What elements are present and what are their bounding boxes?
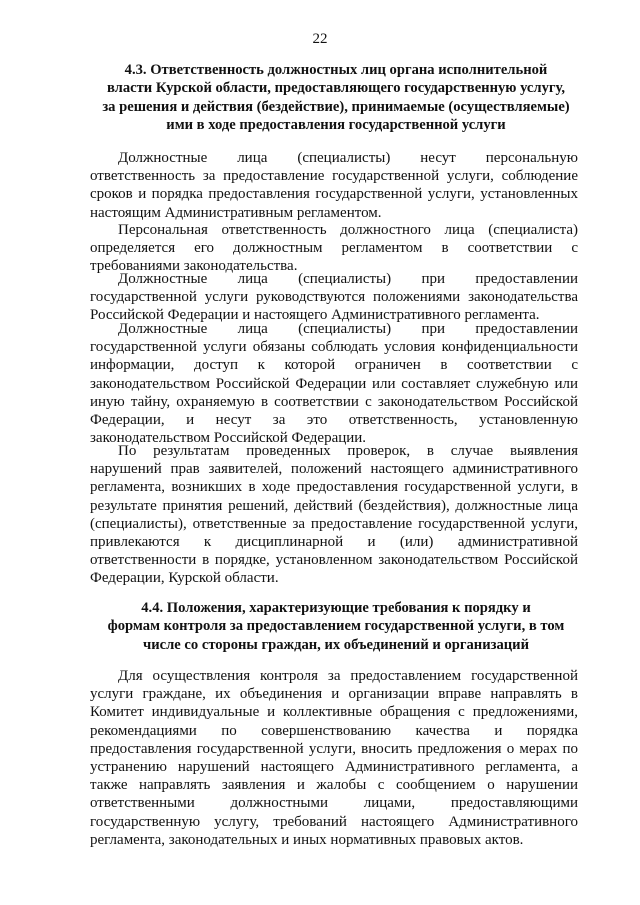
text-line: государственной услуги обязаны соблюдать условия конфиденциальности xyxy=(90,339,578,356)
text-line: государственной услуги руководствуются положениями законодательства xyxy=(90,289,578,306)
heading-line: ими в ходе предоставления государственной услуги xyxy=(166,117,506,134)
page-number: 22 xyxy=(312,31,328,47)
paragraph-4-3-3 xyxy=(90,270,578,325)
text-line: предоставления государственной услуги, вносить предложения о мерах по xyxy=(90,740,578,757)
section-4-4-heading xyxy=(88,599,584,654)
text-line: результате принятия решений, действий (бездействия), должностные лица xyxy=(90,497,578,514)
paragraph-4-3-5 xyxy=(90,442,578,588)
text-line: государственную услугу, требований настоящего Административного xyxy=(90,813,578,830)
paragraph-4-3-1 xyxy=(90,149,578,222)
section-4-3-heading xyxy=(88,61,584,135)
text-line: законодательством Российской Федерации. xyxy=(90,430,367,447)
text-line: иную тайну, охраняемую в соответствии с законодательством Российской xyxy=(90,393,578,410)
text-line: также направлять заявления и жалобы с сообщением о нарушении xyxy=(90,777,578,794)
text-line: Федерации, Курской области. xyxy=(90,570,279,587)
paragraph-4-3-2 xyxy=(90,221,578,276)
text-line: рекомендациями по совершенствованию качества и порядка xyxy=(90,722,578,739)
text-line: ответственность за предоставление государственной услуги, соблюдение xyxy=(90,168,578,185)
text-line: требованиями законодательства. xyxy=(90,258,298,275)
paragraph-4-4-1 xyxy=(90,667,578,849)
text-line: услуги граждане, их объединения и организации вправе направлять в xyxy=(90,686,578,703)
text-line: Федерации, и несут за это ответственность, установленную xyxy=(90,412,578,429)
text-line: ответственности в порядке, установленном законодательством Российской xyxy=(90,552,578,569)
text-line: привлекаются к дисциплинарной и (или) административной xyxy=(90,534,578,551)
text-line: По результатам проведенных проверок, в случае выявления xyxy=(118,443,578,459)
heading-line: 4.3. Ответственность должностных лиц органа исполнительной xyxy=(124,62,548,78)
heading-line: формам контроля за предоставлением государственной услуги, в том xyxy=(107,618,565,635)
text-line: ответственными должностными лицами, предоставляющими xyxy=(90,795,578,812)
text-line: Должностные лица (специалисты) при предоставлении xyxy=(118,271,578,287)
heading-line: числе со стороны граждан, их объединений и организаций xyxy=(142,636,529,653)
text-line: регламента, возникших в ходе предоставления государственной услуги, в xyxy=(90,479,578,496)
text-line: устранению нарушений настоящего Административного регламента, а xyxy=(90,759,578,776)
paragraph-4-3-4 xyxy=(90,320,578,447)
text-line: Российской Федерации и настоящего Административного регламента. xyxy=(90,307,540,324)
heading-line: власти Курской области, предоставляющего государственную услугу, xyxy=(106,80,566,97)
text-line: (специалисты), ответственные за предоставление государственной услуги, xyxy=(90,515,578,532)
text-line: Персональная ответственность должностного лица (специалиста) xyxy=(118,222,578,238)
heading-line: 4.4. Положения, характеризующие требования к порядку и xyxy=(141,600,531,616)
heading-line: за решения и действия (бездействие), принимаемые (осуществляемые) xyxy=(102,98,570,115)
text-line: Для осуществления контроля за предоставлением государственной xyxy=(118,668,578,684)
text-line: Должностные лица (специалисты) несут персональную xyxy=(118,150,578,166)
text-line: регламента, законодательных и иных нормативных правовых актов. xyxy=(90,831,524,848)
text-line: информации, доступ к которой ограничен в соответствии с xyxy=(90,357,578,374)
text-line: Должностные лица (специалисты) при предоставлении xyxy=(118,321,578,337)
text-line: законодательством Российской Федерации или составляет служебную или xyxy=(90,375,578,392)
text-line: настоящим Административным регламентом. xyxy=(90,204,382,221)
text-line: сроков и порядка предоставления государственной услуги, установленных xyxy=(90,186,578,203)
text-line: определяется его должностным регламентом в соответствии с xyxy=(90,240,578,257)
text-line: нарушений прав заявителей, положений настоящего административного xyxy=(90,461,578,478)
text-line: Комитет индивидуальные и коллективные обращения с предложениями, xyxy=(90,704,578,721)
